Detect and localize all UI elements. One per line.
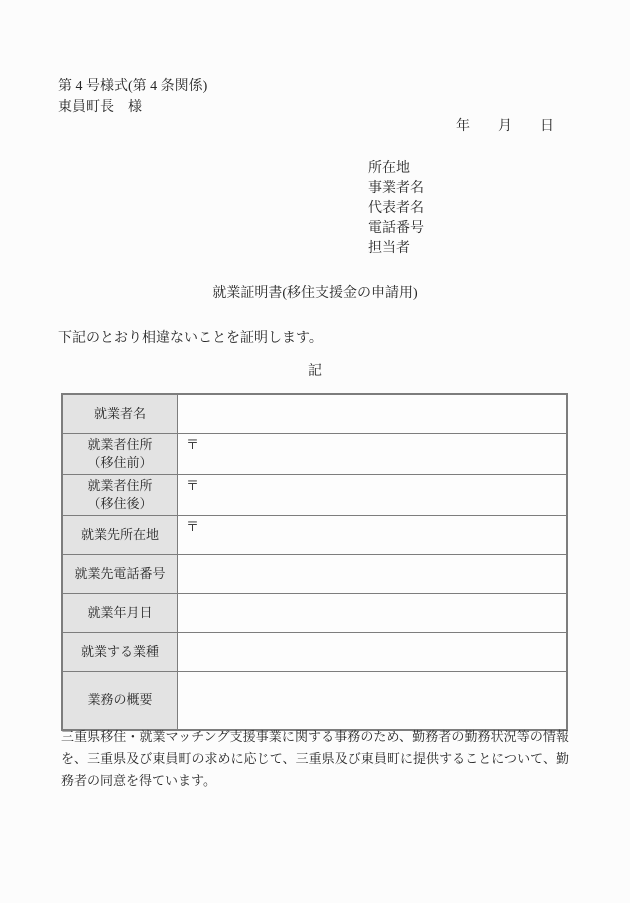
- table-row-duties-summary: [62, 671, 567, 730]
- sender-field-contact-person: 担当者: [368, 241, 410, 256]
- row-label-worker-name: [62, 394, 178, 433]
- section-marker-ki: 記: [308, 364, 322, 379]
- field-employment-date[interactable]: [178, 593, 568, 632]
- row-label-text: 就業先所在地: [80, 526, 159, 542]
- row-label-address-after-move: [62, 474, 178, 515]
- row-label-text: 就業する業種: [80, 643, 159, 659]
- table-row-worker-name: [62, 394, 567, 433]
- row-label-workplace-address: [62, 515, 178, 554]
- employment-certificate-table: [61, 393, 568, 731]
- table-row-workplace-address: [62, 515, 567, 554]
- row-label-text: 就業先電話番号: [74, 565, 166, 581]
- date-line: 年 月 日: [456, 119, 554, 134]
- field-worker-name[interactable]: [178, 394, 568, 433]
- row-label-text: 就業者住所: [87, 477, 153, 493]
- field-workplace-address[interactable]: [178, 515, 568, 554]
- row-label-workplace-phone: [62, 554, 178, 593]
- postal-mark: 〒: [186, 436, 200, 452]
- row-label-text: 就業者住所: [87, 436, 153, 452]
- row-label-duties-summary: [62, 671, 178, 730]
- table-row-workplace-phone: [62, 554, 567, 593]
- row-sublabel-text: （移住後）: [87, 495, 153, 511]
- postal-mark: 〒: [186, 518, 200, 534]
- field-address-after-move[interactable]: [178, 474, 568, 515]
- row-label-text: 就業者名: [93, 405, 146, 421]
- sender-field-business-name: 事業者名: [368, 181, 424, 196]
- table-row-address-after-move: [62, 474, 567, 515]
- addressee: 東員町長 様: [58, 100, 142, 115]
- field-address-before-move[interactable]: [178, 433, 568, 474]
- form-number: 第 4 号様式(第 4 条関係): [58, 79, 208, 94]
- consent-note: 三重県移住・就業マッチング支援事業に関する事務のため、勤務者の勤務状況等の情報を、三重県及び東員町の求めに応じて、三重県及び東員町に提供することについて、勤務者の同意を得ています。: [61, 729, 569, 788]
- postal-mark: 〒: [186, 477, 200, 493]
- employment-table-body: [62, 394, 567, 730]
- row-sublabel-text: （移住前）: [87, 454, 153, 470]
- table-row-industry: [62, 632, 567, 671]
- row-label-text: 就業年月日: [87, 604, 153, 620]
- field-industry[interactable]: [178, 632, 568, 671]
- field-workplace-phone[interactable]: [178, 554, 568, 593]
- row-label-industry: [62, 632, 178, 671]
- document-title: 就業証明書(移住支援金の申請用): [212, 286, 418, 301]
- sender-block: [368, 159, 424, 259]
- table-row-address-before-move: [62, 433, 567, 474]
- sender-field-phone-number: 電話番号: [368, 221, 424, 236]
- row-label-address-before-move: [62, 433, 178, 474]
- row-label-employment-date: [62, 593, 178, 632]
- row-label-text: 業務の概要: [87, 692, 153, 708]
- sender-field-location: 所在地: [368, 161, 410, 176]
- field-duties-summary[interactable]: [178, 671, 568, 730]
- sender-field-representative-name: 代表者名: [368, 201, 424, 216]
- table-row-employment-date: [62, 593, 567, 632]
- declaration-text: 下記のとおり相違ないことを証明します。: [58, 331, 323, 346]
